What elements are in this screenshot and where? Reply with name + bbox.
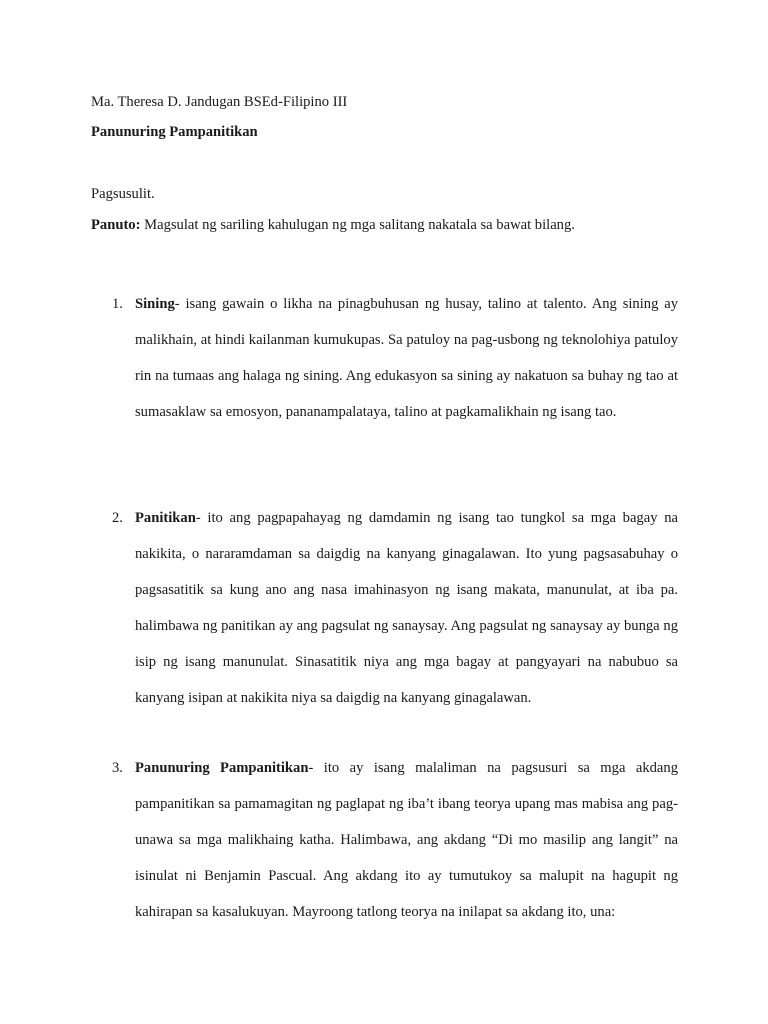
item-body xyxy=(135,750,678,930)
section-label: Pagsusulit. xyxy=(91,186,155,202)
item-number: 1. xyxy=(112,296,123,312)
item-body xyxy=(135,286,678,430)
item-definition: - isang gawain o likha na pinagbuhusan ng husay, talino at talento. Ang sining ay malikhain, at hindi kailanman kumukupas. Sa patuloy na pag-usbong ng teknolohiya patuloy rin na tumaas ang halaga ng sining. Ang edukasyon sa sining ay nakatuon sa buhay ng tao at sumasaklaw sa emosyon, pananampalataya, talino at pagkamalikhain ng isang tao. xyxy=(135,296,678,420)
document-title: Panunuring Pampanitikan xyxy=(91,124,258,140)
instruction-line xyxy=(91,217,575,234)
item-number: 3. xyxy=(112,760,123,776)
item-body xyxy=(135,500,678,716)
item-number: 2. xyxy=(112,510,123,526)
item-definition: - ito ay isang malaliman na pagsusuri sa mga akdang pampanitikan sa pamamagitan ng paglapat ng iba’t ibang teorya upang mas mabisa ang pag-unawa sa mga malikhaing katha. Halimbawa, ang akdang “Di mo masilip ang langit” na isinulat ni Benjamin Pascual. Ang akdang ito ay tumutukoy sa malupit na hagupit ng kahirapan sa kasalukuyan. Mayroong tatlong teorya na inilapat sa akdang ito, una: xyxy=(135,760,678,920)
item-definition: - ito ang pagpapahayag ng damdamin ng isang tao tungkol sa mga bagay na nakikita, o nararamdaman sa daigdig na kanyang ginagalawan. Ito yung pagsasabuhay o pagsasatitik sa kung ano ang nasa imahinasyon ng isang makata, manunulat, at iba pa. halimbawa ng panitikan ay ang pagsulat ng sanaysay. Ang pagsulat ng sanaysay ay bunga ng isip ng isang manunulat. Sinasatitik niya ang mga bagay at pangyayari na nabubuo sa kanyang isipan at nakikita niya sa daigdig na kanyang ginagalawan. xyxy=(135,510,678,706)
item-term: Panunuring Pampanitikan xyxy=(135,760,309,776)
item-term: Panitikan xyxy=(135,510,196,526)
item-term: Sining xyxy=(135,296,175,312)
author-line: Ma. Theresa D. Jandugan BSEd-Filipino III xyxy=(91,94,348,110)
instruction-text: Magsulat ng sariling kahulugan ng mga salitang nakatala sa bawat bilang. xyxy=(140,217,575,233)
instruction-label: Panuto: xyxy=(91,217,141,233)
